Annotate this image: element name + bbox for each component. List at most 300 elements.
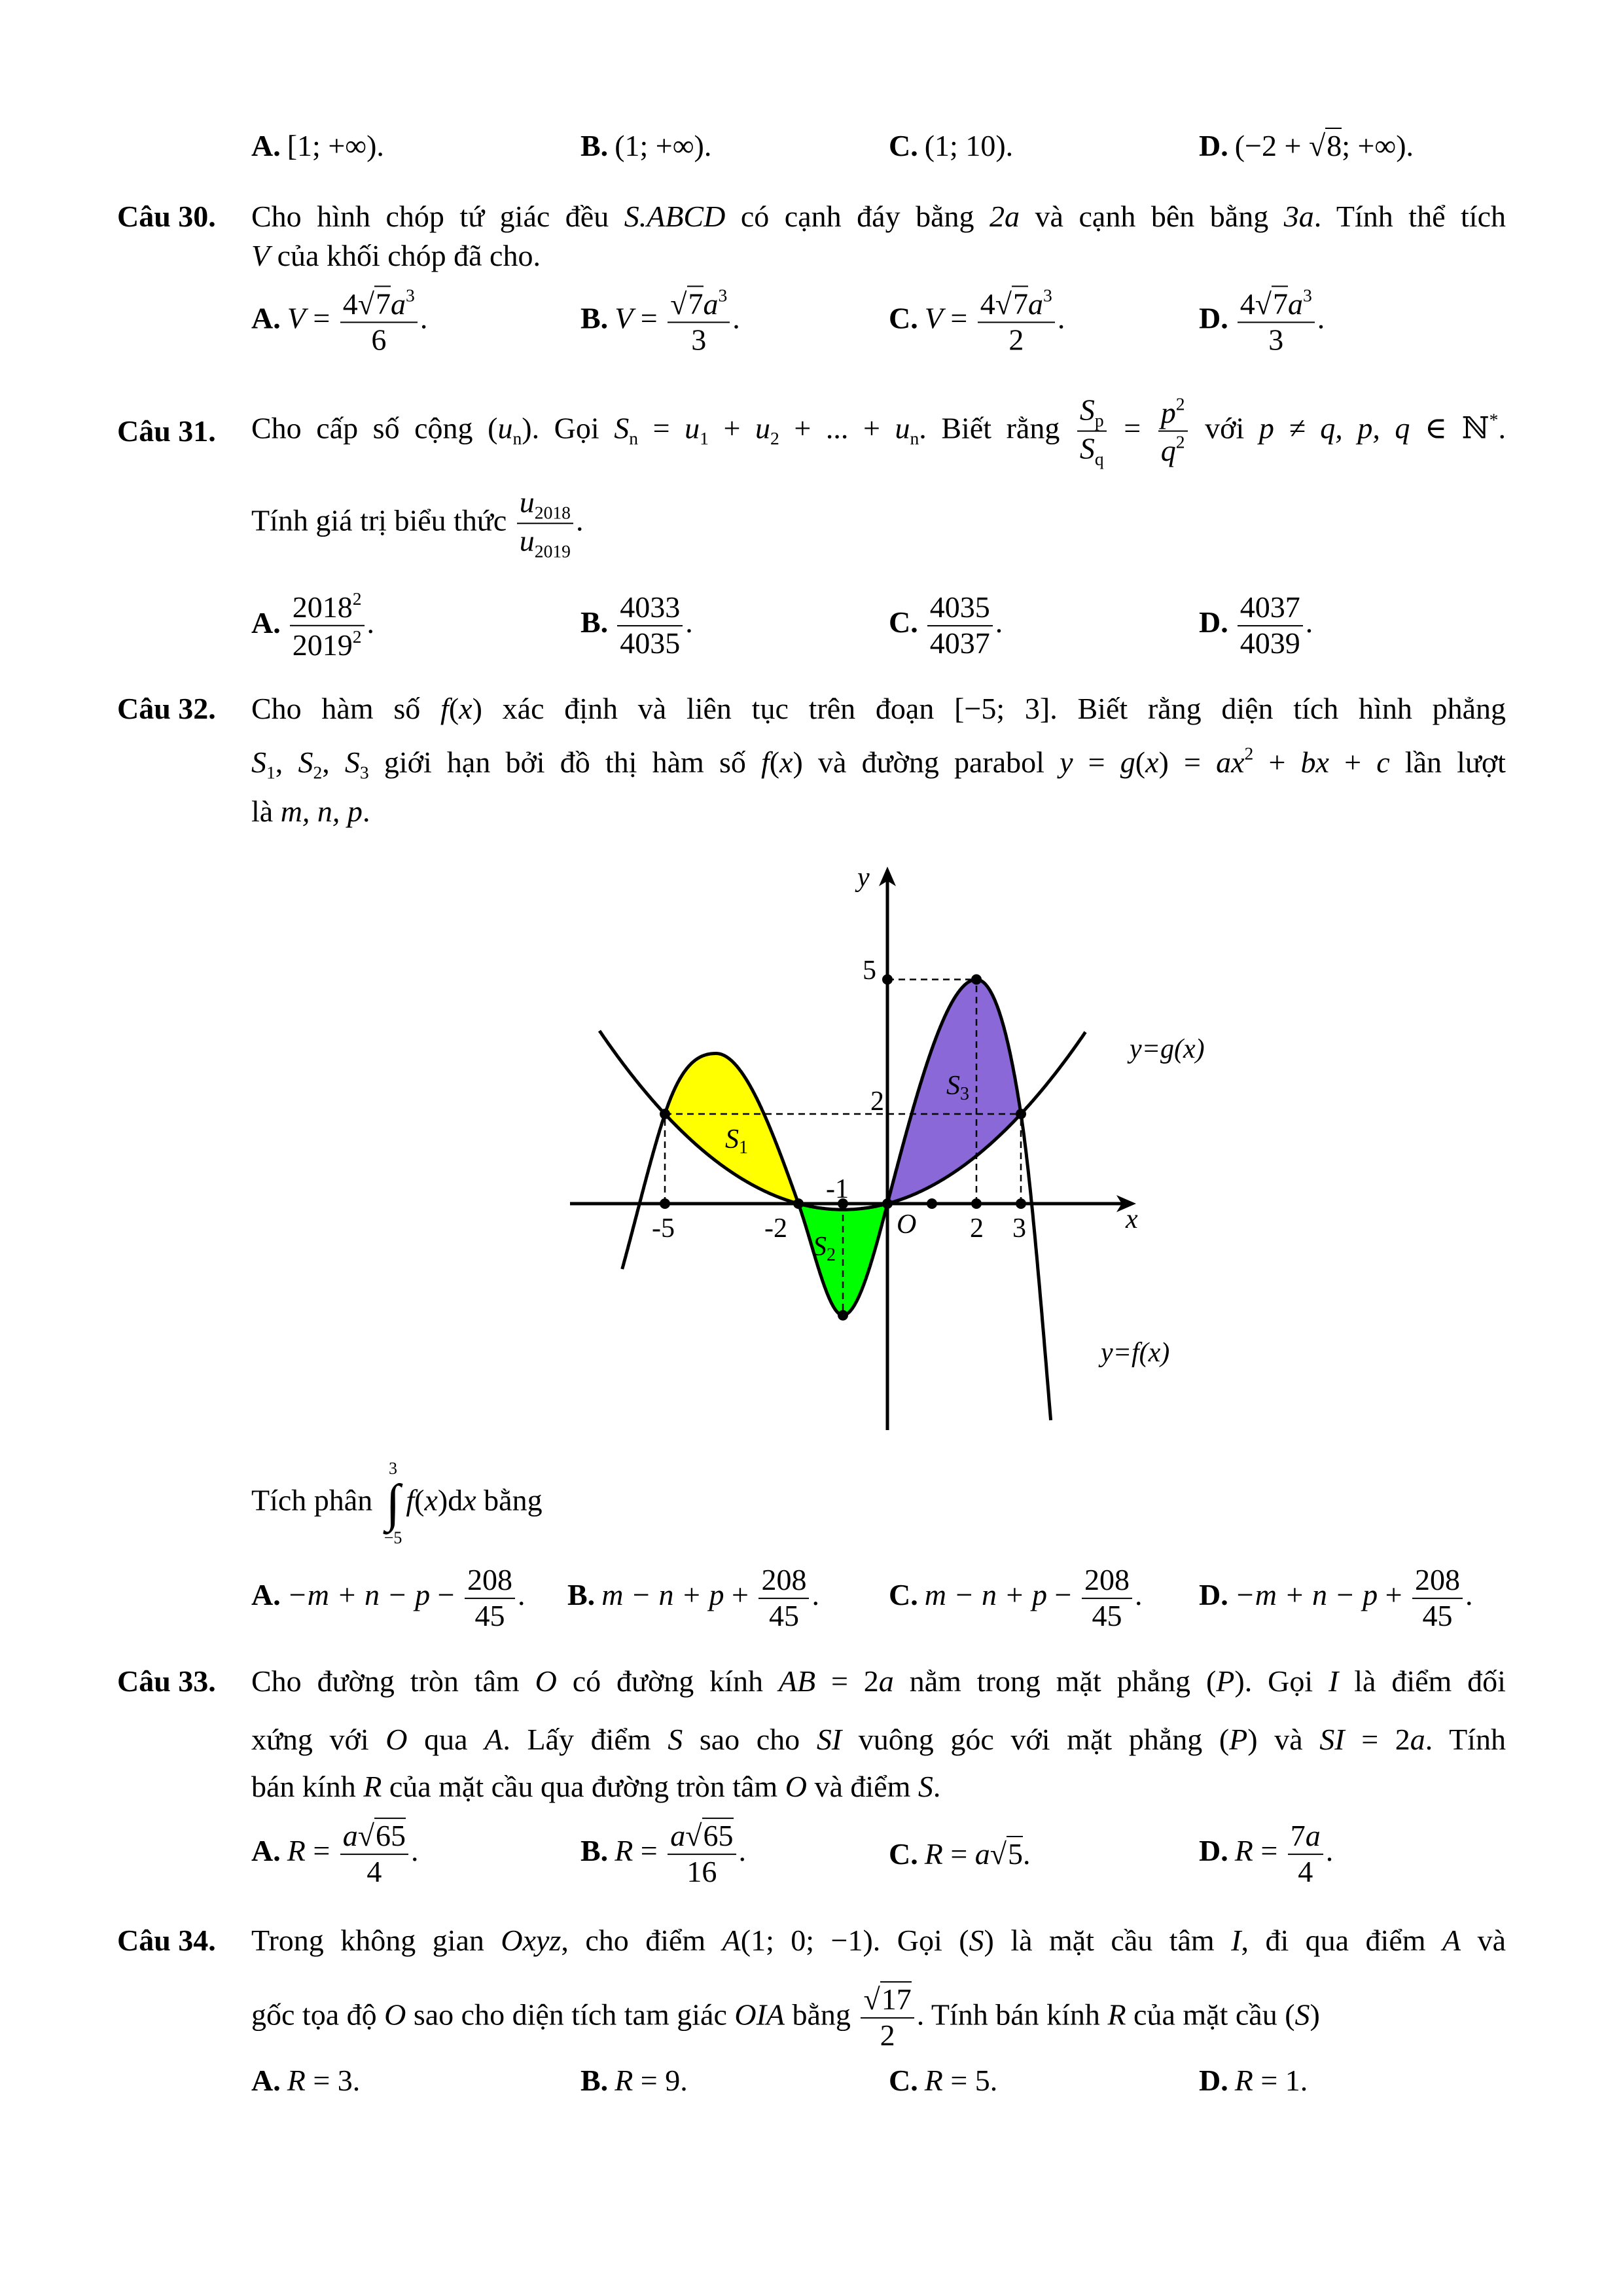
text-run: (	[414, 1483, 425, 1517]
math-variable: R	[1234, 1834, 1253, 1868]
answer-label: C.	[889, 1837, 918, 1871]
superscript: *	[1489, 409, 1499, 430]
math-variable: g	[1120, 745, 1135, 779]
text-run: ∈ ℕ	[1410, 411, 1489, 445]
text-run: 4039	[1240, 626, 1300, 660]
q33-answer-a[interactable]	[251, 1819, 419, 1890]
text-run: ; +∞).	[1342, 129, 1414, 162]
answer-label: A.	[251, 605, 281, 639]
text-run: của mặt cầu qua đường tròn tâm	[382, 1770, 785, 1803]
text-run: (1; 10).	[924, 129, 1014, 162]
q31-answer-a[interactable]	[251, 588, 374, 663]
graph-point	[882, 1198, 893, 1209]
subscript: n	[629, 428, 639, 449]
text-run: +	[1253, 745, 1301, 779]
math-variable: S	[969, 1924, 984, 1957]
answer-label: A.	[251, 129, 281, 162]
answer-label: A.	[251, 301, 281, 335]
text-run: ) là mặt cầu tâm	[984, 1924, 1232, 1957]
function-graph	[563, 857, 1217, 1446]
text-run: 2018	[292, 590, 353, 624]
math-variable: P	[1229, 1723, 1248, 1756]
text-run: )d	[437, 1483, 463, 1517]
math-variable: R	[924, 1837, 943, 1871]
text-run: ,	[275, 745, 298, 779]
text-run: = 1.	[1253, 2064, 1308, 2097]
prev-answer-c[interactable]	[889, 126, 1013, 166]
question-33-text	[251, 1720, 1506, 1759]
math-variable: V	[251, 239, 270, 272]
math-variable: P	[1216, 1664, 1235, 1698]
radicand	[1272, 286, 1288, 321]
text-run: +	[708, 411, 755, 445]
text-run: 208	[1415, 1563, 1461, 1597]
math-variable: a	[703, 287, 719, 321]
fraction	[465, 1563, 515, 1634]
answer-content	[1235, 128, 1414, 162]
question-33-label: Câu 33.	[117, 1664, 216, 1698]
radical-sign-icon: √	[1255, 287, 1272, 321]
math-variable: m − n + p	[924, 1578, 1048, 1612]
math-variable: x	[1145, 745, 1159, 779]
fraction	[1288, 1819, 1323, 1890]
text-run: ) và	[1247, 1723, 1320, 1756]
text-run: 65	[376, 1819, 406, 1853]
prev-answer-a[interactable]	[251, 126, 384, 166]
text-run: .	[1135, 1578, 1143, 1612]
numerator	[517, 486, 573, 524]
answer-content	[287, 285, 428, 357]
radicand	[1012, 286, 1028, 321]
text-run: có cạnh đáy bằng	[725, 200, 990, 233]
math-variable: SI	[816, 1723, 842, 1756]
radicand	[687, 286, 704, 321]
answer-label: C.	[889, 605, 918, 639]
math-variable: R	[1234, 2064, 1253, 2097]
math-variable: a	[1287, 287, 1303, 321]
text-run: 4035	[929, 590, 990, 624]
text-run: .	[411, 1834, 419, 1868]
origin-label: O	[897, 1210, 917, 1240]
answer-content	[1235, 285, 1325, 357]
superscript: 2	[1175, 432, 1185, 452]
denominator	[1090, 1599, 1125, 1634]
numerator	[340, 285, 418, 323]
math-variable: S	[1294, 1998, 1310, 2032]
answer-label: D.	[1199, 605, 1228, 639]
text-run: = 5.	[942, 2064, 998, 2097]
math-variable: R	[363, 1770, 382, 1803]
q31-answer-c[interactable]	[889, 590, 1003, 661]
text-run: 4037	[929, 626, 990, 660]
answer-label: B.	[580, 2064, 609, 2097]
fraction	[1082, 1563, 1132, 1634]
math-variable: R	[924, 2064, 943, 2097]
y-tick-label: 2	[870, 1086, 884, 1117]
radical-sign-icon: √	[990, 1837, 1007, 1871]
q34-answer-c[interactable]	[889, 2061, 997, 2100]
text-run: sao cho diện tích tam giác	[406, 1998, 735, 2032]
square-root	[1309, 128, 1342, 162]
math-variable: c	[1376, 745, 1390, 779]
denominator	[368, 323, 389, 358]
q30-answer-c[interactable]	[889, 285, 1065, 357]
text-run: (1; 0; −1). Gọi (	[740, 1924, 969, 1957]
question-30-text	[251, 236, 1506, 276]
text-run: .	[933, 1770, 941, 1803]
math-variable: a	[391, 287, 406, 321]
q32-answer-b[interactable]	[567, 1563, 819, 1634]
answer-label: B.	[580, 129, 609, 162]
denominator	[878, 2018, 898, 2053]
q32-answer-c[interactable]	[889, 1563, 1143, 1634]
superscript: 2	[1244, 743, 1254, 764]
fraction	[668, 1819, 736, 1890]
numerator	[290, 588, 365, 626]
denominator	[1158, 432, 1188, 469]
numerator	[758, 1563, 809, 1599]
math-variable: u	[895, 411, 910, 445]
text-run: 7	[1290, 1819, 1306, 1853]
q32-answer-d[interactable]	[1199, 1563, 1473, 1634]
text-run: . Biết rằng	[919, 411, 1075, 445]
numerator	[1082, 1563, 1132, 1599]
text-run: .	[1325, 1834, 1334, 1868]
answer-label: C.	[889, 2064, 918, 2097]
numerator	[1288, 1819, 1323, 1855]
graph-point	[660, 1109, 670, 1119]
text-run: +	[1378, 1578, 1410, 1612]
square-root	[990, 1836, 1023, 1871]
text-run: .	[812, 1578, 819, 1612]
q32-answer-a[interactable]	[251, 1563, 526, 1634]
math-variable: u	[755, 411, 770, 445]
radical-sign-icon: √	[995, 287, 1012, 321]
math-variable: p	[1160, 396, 1176, 430]
answer-content	[1235, 2064, 1308, 2097]
y-axis-label: y	[857, 863, 870, 893]
question-34-text	[251, 1982, 1506, 2053]
subscript: p	[1094, 410, 1104, 431]
x-tick-label: -5	[652, 1213, 675, 1244]
text-run: .	[366, 605, 375, 639]
math-variable: V	[615, 301, 633, 335]
answer-label: A.	[251, 1834, 281, 1868]
answer-label: C.	[889, 1578, 918, 1612]
math-variable: a	[878, 1664, 894, 1698]
text-run: 16	[687, 1855, 717, 1888]
text-run: , cho điểm	[561, 1924, 722, 1957]
y-tick-label: 5	[863, 956, 876, 986]
text-run: .	[685, 605, 693, 639]
fraction	[617, 590, 683, 661]
text-run: .	[738, 1834, 746, 1868]
math-variable: O	[535, 1664, 557, 1698]
denominator	[1238, 626, 1303, 661]
integral	[384, 1460, 402, 1547]
answer-content	[287, 588, 375, 662]
text-run: 7	[1272, 287, 1288, 321]
fraction	[927, 590, 993, 661]
fraction	[1077, 393, 1107, 470]
math-variable: O	[785, 1770, 807, 1803]
math-variable: a	[670, 1819, 686, 1853]
text-run: là điểm đối	[1338, 1664, 1506, 1698]
text-run: bằng	[785, 1998, 859, 2032]
text-run: lần lượt	[1389, 745, 1506, 779]
numerator	[1158, 394, 1188, 432]
text-run: 2019	[292, 628, 353, 662]
fraction	[290, 588, 365, 663]
text-run: 4	[1298, 1855, 1313, 1888]
text-run: +	[724, 1578, 757, 1612]
question-30-label: Câu 30.	[117, 200, 216, 233]
answer-content	[924, 1563, 1143, 1632]
math-variable: −m + n − p	[287, 1578, 431, 1612]
text-run: với	[1190, 411, 1259, 445]
denominator	[688, 323, 709, 358]
q30-answer-a[interactable]	[251, 285, 427, 357]
numerator	[465, 1563, 515, 1599]
question-31-label: Câu 31.	[117, 414, 216, 448]
q33-answer-b[interactable]	[580, 1819, 746, 1890]
text-run: .	[1498, 411, 1506, 445]
upper-limit: 3	[389, 1459, 398, 1478]
q31-answer-d[interactable]	[1199, 590, 1313, 661]
prev-answer-d[interactable]	[1199, 126, 1414, 166]
denominator	[1420, 1599, 1455, 1634]
text-run: 4	[980, 287, 995, 321]
answer-label: D.	[1199, 1578, 1228, 1612]
text-run: 3	[1268, 323, 1284, 357]
math-variable: p ≠ q, p, q	[1258, 411, 1410, 445]
graph-point	[927, 1198, 937, 1209]
math-variable: q	[1160, 434, 1176, 468]
region-sub: 1	[739, 1138, 748, 1158]
text-run: =	[942, 1837, 975, 1871]
math-variable: S	[1079, 393, 1095, 427]
text-run: (	[1135, 745, 1146, 779]
region-sub: 2	[827, 1245, 836, 1265]
math-variable: x	[459, 692, 473, 725]
text-run: 2	[880, 2018, 895, 2052]
text-run: 17	[881, 1982, 912, 2017]
denominator	[1006, 323, 1026, 358]
text-run: =	[1253, 1834, 1285, 1868]
text-run: 4035	[620, 626, 681, 660]
answer-content	[615, 129, 711, 162]
f-curve-label: y=f(x)	[1101, 1338, 1170, 1368]
fraction	[1412, 1563, 1463, 1634]
numerator	[668, 1819, 736, 1855]
text-run: 45	[1422, 1599, 1453, 1632]
answer-label: B.	[580, 301, 609, 335]
math-variable: 3a	[1283, 200, 1314, 233]
radical-sign-icon: √	[670, 287, 687, 321]
math-variable: 2a	[990, 200, 1020, 233]
math-variable: Oxyz	[501, 1924, 562, 1957]
math-variable: −m + n − p	[1234, 1578, 1378, 1612]
math-variable: S.ABCD	[624, 200, 726, 233]
text-run: 7	[1013, 287, 1029, 321]
text-run: .	[419, 301, 428, 335]
text-run: có đường kính	[556, 1664, 779, 1698]
graph-point	[971, 1198, 982, 1209]
text-run: Cho hình chóp tứ giác đều	[251, 200, 624, 233]
fraction	[861, 1982, 914, 2053]
text-run: 5	[1008, 1837, 1024, 1871]
prev-answer-b[interactable]	[580, 126, 711, 166]
q31-answer-b[interactable]	[580, 590, 693, 661]
answer-label: B.	[580, 1834, 609, 1868]
superscript: 3	[406, 285, 415, 306]
text-run: =	[633, 1834, 666, 1868]
math-variable: I	[1231, 1924, 1241, 1957]
math-variable: bx	[1300, 745, 1329, 779]
fraction	[517, 486, 573, 562]
question-32-text	[251, 1460, 1506, 1547]
q33-answer-d[interactable]	[1199, 1819, 1333, 1890]
answer-content	[925, 590, 1003, 660]
answer-content	[615, 590, 693, 660]
x-tick-label: -2	[764, 1213, 787, 1244]
radicand	[374, 1818, 406, 1852]
x-tick-label: 3	[1012, 1213, 1026, 1244]
text-run: 65	[703, 1819, 734, 1853]
text-run: 208	[1084, 1563, 1130, 1597]
text-run: ) và đường parabol	[793, 745, 1060, 779]
q33-answer-c[interactable]	[889, 1835, 1031, 1874]
x-tick-label: -1	[826, 1174, 849, 1204]
integral-sign-icon: ∫	[385, 1475, 401, 1532]
math-variable: ax	[1216, 745, 1245, 779]
text-run: = 9.	[633, 2064, 688, 2097]
math-variable: f	[406, 1483, 415, 1517]
question-31-text	[251, 486, 1506, 562]
answer-label: B.	[580, 605, 609, 639]
subscript: 2019	[534, 541, 571, 562]
math-variable: A	[1442, 1924, 1461, 1957]
math-variable: AB	[778, 1664, 816, 1698]
superscript: 3	[1302, 285, 1312, 306]
fraction	[1238, 590, 1303, 661]
text-run: và cạnh bên bằng	[1020, 200, 1284, 233]
q34-answer-b[interactable]	[580, 2061, 688, 2100]
answer-content	[925, 2064, 998, 2097]
text-run: . Tính bán kính	[916, 1998, 1108, 2032]
denominator	[766, 1599, 802, 1634]
answer-content	[1235, 590, 1313, 660]
text-run: 45	[474, 1599, 505, 1632]
answer-label: D.	[1199, 301, 1228, 335]
text-run: (	[769, 745, 780, 779]
answer-content	[1234, 1819, 1334, 1888]
text-run: qua	[407, 1723, 485, 1756]
denominator	[927, 626, 993, 661]
q30-answer-b[interactable]	[580, 285, 740, 357]
square-root	[685, 1818, 733, 1852]
text-run: =	[942, 301, 975, 335]
q34-answer-a[interactable]	[251, 2061, 360, 2100]
answer-content	[287, 1563, 526, 1632]
math-variable: R	[287, 1834, 306, 1868]
text-run: 4033	[620, 590, 681, 624]
fraction	[1238, 285, 1315, 357]
radicand	[374, 286, 391, 321]
answer-content	[615, 2064, 688, 2097]
fraction	[978, 285, 1055, 357]
subscript: 2	[313, 762, 323, 783]
math-variable: A	[722, 1924, 741, 1957]
radical-sign-icon: √	[685, 1819, 702, 1853]
text-run: ) xác định và liên tục trên đoạn [−5; 3]. Biết rằng diện tích hình phẳng	[472, 692, 1506, 725]
text-run: 8	[1327, 129, 1342, 162]
square-root	[670, 286, 703, 321]
square-root	[358, 286, 391, 321]
subscript: 3	[359, 762, 369, 783]
numerator	[1412, 1563, 1463, 1599]
math-variable: a	[974, 1837, 990, 1871]
text-run: của mặt cầu (	[1126, 1998, 1295, 2032]
math-variable: S	[298, 745, 313, 779]
denominator	[684, 1855, 719, 1890]
text-run: Cho đường tròn tâm	[251, 1664, 535, 1698]
radicand	[880, 1981, 912, 2016]
question-34-label: Câu 34.	[117, 1924, 216, 1957]
fraction	[340, 1819, 408, 1890]
text-run: ). Gọi	[522, 411, 615, 445]
math-variable: V	[924, 301, 943, 335]
text-run: .	[575, 503, 584, 537]
math-variable: OIA	[734, 1998, 785, 2032]
answer-label: C.	[889, 301, 918, 335]
text-run: =	[633, 301, 666, 335]
numerator	[927, 590, 993, 626]
q30-answer-d[interactable]	[1199, 285, 1325, 357]
text-run: = 2	[815, 1664, 879, 1698]
text-run: =	[1073, 745, 1120, 779]
text-run: .	[518, 1578, 526, 1612]
subscript: 2	[770, 428, 779, 449]
superscript: 2	[1175, 393, 1185, 414]
question-30-text	[251, 197, 1506, 236]
text-run: 208	[467, 1563, 513, 1597]
math-variable: f	[440, 692, 449, 725]
math-variable: a	[1410, 1723, 1425, 1756]
math-variable: S	[344, 745, 360, 779]
text-run: = 2	[1344, 1723, 1410, 1756]
text-run: . Lấy điểm	[503, 1723, 668, 1756]
answer-content	[925, 1836, 1031, 1871]
math-variable: u	[519, 524, 535, 558]
radicand	[1007, 1836, 1023, 1871]
fraction	[1158, 394, 1188, 469]
text-run: 4037	[1240, 590, 1300, 624]
answer-content	[287, 129, 384, 162]
question-33-text	[251, 1662, 1506, 1701]
x-tick-label: 2	[970, 1213, 984, 1244]
fraction	[668, 285, 730, 357]
q34-answer-d[interactable]	[1199, 2061, 1308, 2100]
math-variable: O	[384, 1998, 406, 2032]
x-axis-label: x	[1126, 1204, 1138, 1234]
subscript: q	[1094, 448, 1104, 469]
text-run: Cho cấp số cộng (	[251, 411, 498, 445]
math-variable: a	[1305, 1819, 1321, 1853]
text-run: ). Gọi	[1234, 1664, 1329, 1698]
math-variable: I	[1329, 1664, 1339, 1698]
answer-content	[287, 2064, 361, 2097]
